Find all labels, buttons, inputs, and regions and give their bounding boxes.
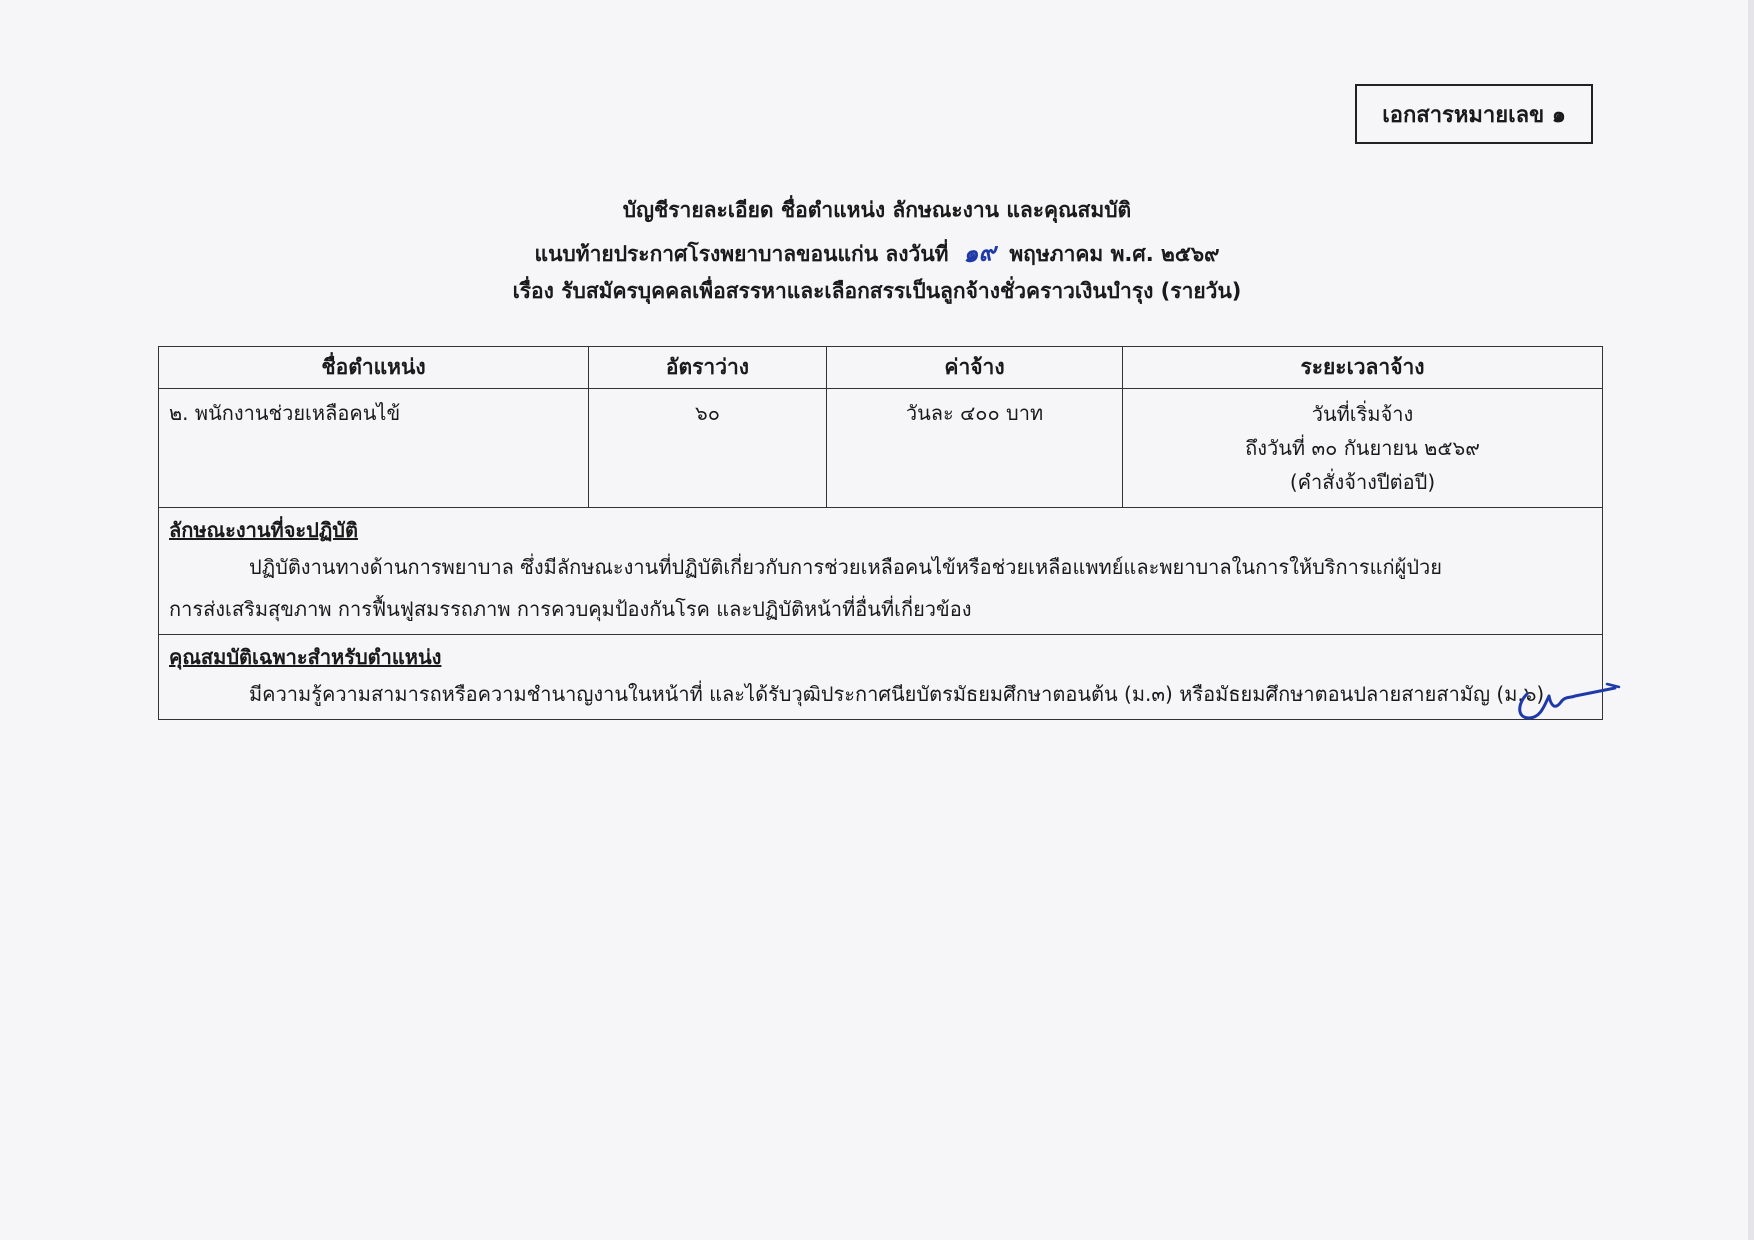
table-row xyxy=(159,389,1603,508)
duties-title: ลักษณะงานที่จะปฏิบัติ xyxy=(169,518,358,542)
table-header-row xyxy=(159,347,1603,389)
column-header-period: ระยะเวลาจ้าง xyxy=(1123,347,1603,389)
header-line2-suffix: พฤษภาคม พ.ศ. ๒๕๖๙ xyxy=(1009,242,1220,266)
cell-wage: วันละ ๔๐๐ บาท xyxy=(827,389,1123,508)
qualifications-row xyxy=(159,635,1603,720)
cell-vacancies: ๖๐ xyxy=(589,389,827,508)
period-line-3: (คำสั่งจ้างปีต่อปี) xyxy=(1289,470,1436,494)
positions-table xyxy=(158,346,1603,720)
signature-mark xyxy=(1515,674,1625,734)
document-number-box xyxy=(1355,84,1593,144)
qualifications-section xyxy=(159,635,1603,720)
qualifications-title: คุณสมบัติเฉพาะสำหรับตำแหน่ง xyxy=(169,645,442,669)
header-line2-prefix: แนบท้ายประกาศโรงพยาบาลขอนแก่น ลงวันที่ xyxy=(534,242,949,266)
qualifications-text-line-1: มีความรู้ความสามารถหรือความชำนาญงานในหน้าที่ และได้รับวุฒิประกาศนียบัตรมัธยมศึกษาตอนต้น (ม.๓) หรือมัธยมศึกษาตอนปลายสายสามัญ (ม.๖) xyxy=(249,682,1545,706)
document-number-label: เอกสารหมายเลข ๑ xyxy=(1382,102,1566,128)
header-title-line-2 xyxy=(0,233,1754,272)
duties-row xyxy=(159,508,1603,635)
period-line-1: วันที่เริ่มจ้าง xyxy=(1311,402,1414,426)
duties-section xyxy=(159,508,1603,635)
cell-position: ๒. พนักงานช่วยเหลือคนไข้ xyxy=(159,389,589,508)
header-title-line-3: เรื่อง รับสมัครบุคคลเพื่อสรรหาและเลือกสรรเป็นลูกจ้างชั่วคราวเงินบำรุง (รายวัน) xyxy=(512,279,1242,303)
handwritten-date: ๑๙ xyxy=(961,236,997,269)
page-edge-shadow xyxy=(1748,0,1754,1240)
duties-text-line-1: ปฏิบัติงานทางด้านการพยาบาล ซึ่งมีลักษณะงานที่ปฏิบัติเกี่ยวกับการช่วยเหลือคนไข้หรือช่วยเหลือแพทย์และพยาบาลในการให้บริการแก่ผู้ป่วย xyxy=(249,555,1442,579)
cell-period xyxy=(1123,389,1603,508)
header-title-line-1: บัญชีรายละเอียด ชื่อตำแหน่ง ลักษณะงาน และคุณสมบัติ xyxy=(622,198,1132,222)
column-header-vacancies: อัตราว่าง xyxy=(589,347,827,389)
column-header-wage: ค่าจ้าง xyxy=(827,347,1123,389)
column-header-position: ชื่อตำแหน่ง xyxy=(159,347,589,389)
period-line-2: ถึงวันที่ ๓๐ กันยายน ๒๕๖๙ xyxy=(1245,436,1480,460)
duties-text-line-2: การส่งเสริมสุขภาพ การฟื้นฟูสมรรถภาพ การควบคุมป้องกันโรค และปฏิบัติหน้าที่อื่นที่เกี่ยวข้อง xyxy=(169,597,972,621)
